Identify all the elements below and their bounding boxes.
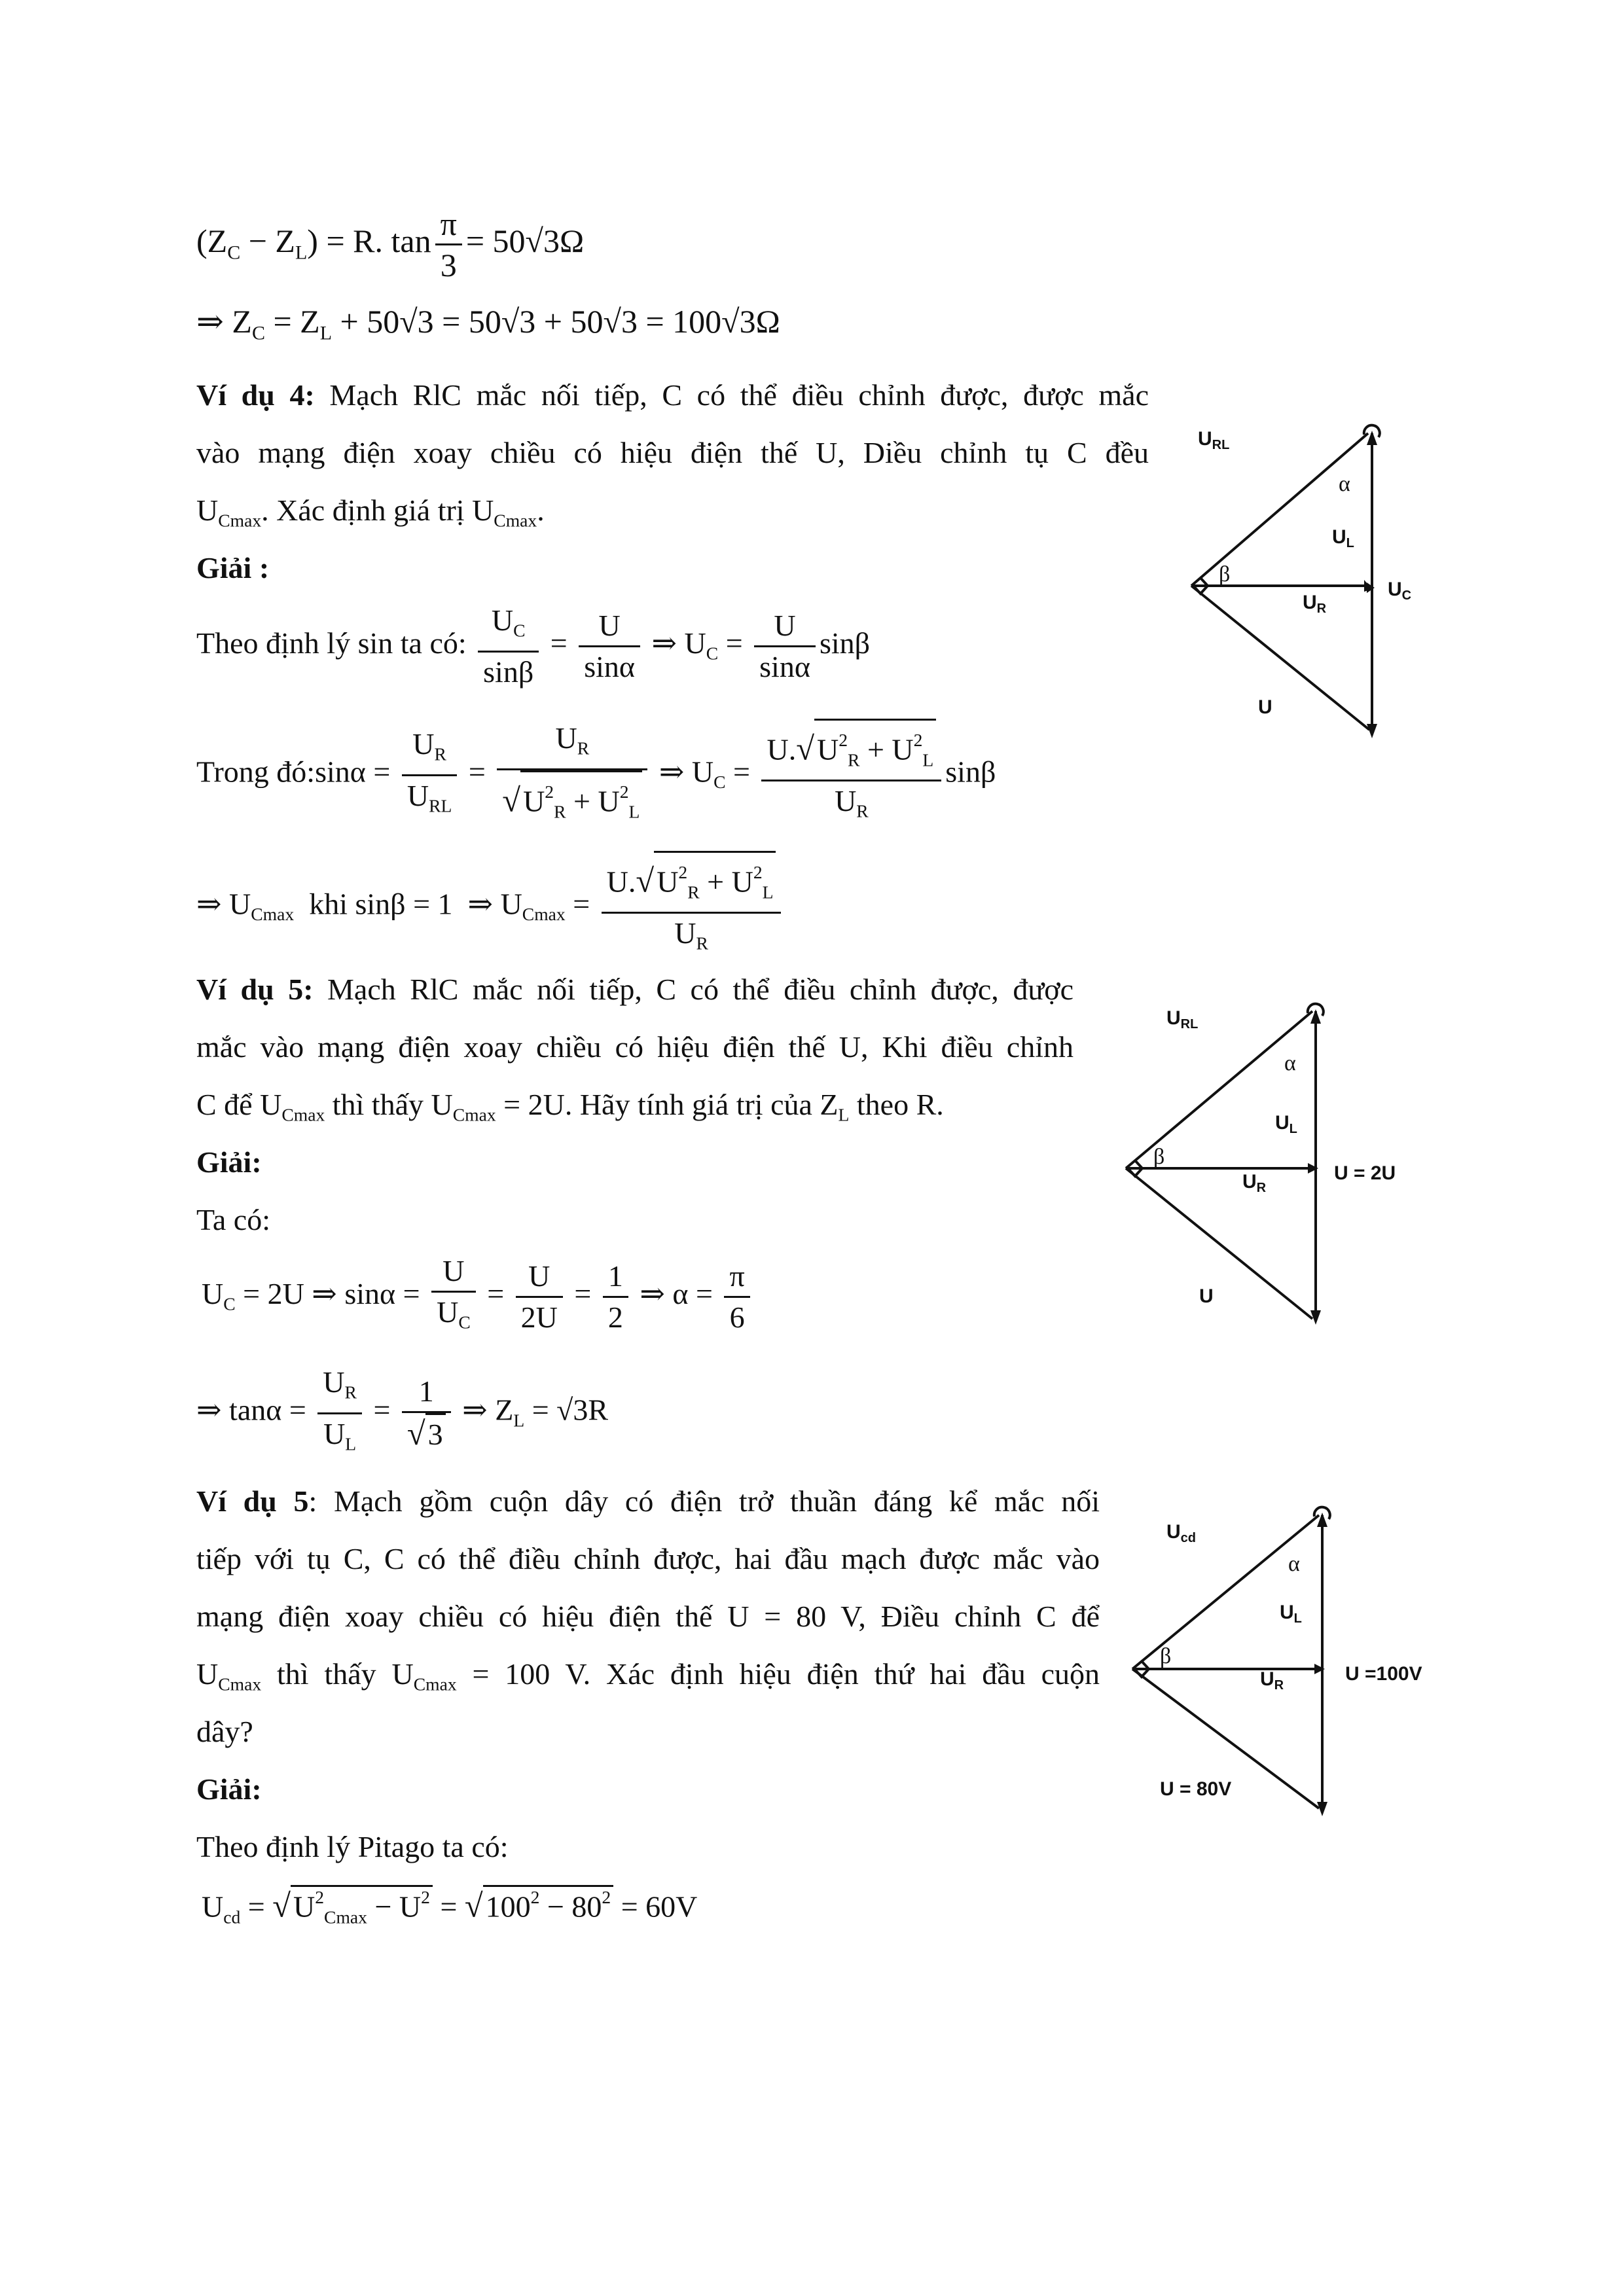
example-5-line-1: Ví dụ 5: Mạch RlC mắc nối tiếp, C có thể điều chỉnh được, được	[196, 973, 1074, 1006]
equation-tan-alpha: ⇒ tanα = $\frac{U_R}{U_L}$ = $\frac{1}{√3}$ ⇒ $Z_L = √3R$	[196, 1363, 608, 1463]
example-6-label: Ví dụ 5	[196, 1484, 309, 1518]
example-4-solution-heading: Giải :	[196, 551, 270, 584]
example-6-line-3: mạng điện xoay chiều có hiệu điện thế U = 80 V, Điều chỉnh C để	[196, 1600, 1100, 1633]
equation-sin-alpha: Trong đó:sinα = $\frac{U_R}{U_{RL}}$ = $\frac{U_R}{√U^2_R + U^2_L}$ ⇒ $U_C$ = $\frac{U.√U^2_R + U^2_L}{U_R}$ sinβ	[196, 719, 996, 831]
example-6-line-2: tiếp với tụ C, C có thể điều chỉnh được, hai đầu mạch được mắc vào	[196, 1542, 1100, 1575]
example-6-line-1: Ví dụ 5: Mạch gồm cuộn dây có điện trở thuần đáng kể mắc nối	[196, 1484, 1100, 1518]
equation-zc-zl: $(Z_C - Z_L) = R$. tan $\frac{\pi}{3}$ = 50√3Ω	[196, 206, 585, 283]
fig3-label-beta: β	[1160, 1644, 1172, 1668]
phasor-diagram-3	[1119, 1502, 1460, 1829]
fig3-label-ul: $U_L$	[1280, 1602, 1302, 1626]
example-5-line-3: C để $U_{Cmax}$ thì thấy $U_{Cmax} = 2U$. Hãy tính giá trị của $Z_L$ theo R.	[196, 1088, 944, 1125]
example-5-solution-heading: Giải:	[196, 1145, 262, 1179]
fig1-label-u: U	[1258, 696, 1272, 718]
example-6-line-4: $U_{Cmax}$ thì thấy $U_{Cmax} = 100$ V. Xác định hiệu điện thứ hai đầu cuộn	[196, 1657, 1100, 1695]
fig1-label-uc: $U_C$	[1388, 579, 1412, 603]
fraction-pi-3: $\frac{\pi}{3}$	[435, 204, 462, 285]
example-4-line-3: $U_{Cmax}$. Xác định giá trị $U_{Cmax}$.	[196, 493, 545, 531]
phasor-diagram-1	[1178, 419, 1440, 759]
example-4-label: Ví dụ 4:	[196, 378, 315, 412]
fig3-label-ucd: $U_{cd}$	[1166, 1521, 1197, 1545]
fig2-label-ul: $U_L$	[1275, 1112, 1297, 1136]
example-6-solution-heading: Giải:	[196, 1772, 262, 1806]
equation-ucd: $U_{cd} = √U^2_{Cmax} - U^2 = √100^2 - 80^2 = 60V$	[202, 1885, 697, 1928]
equation-sin-alpha-ex5: $U_C = 2U$ ⇒ sinα = $\frac{U}{U_C}$ = $\frac{U}{2U}$ = $\frac{1}{2}$ ⇒ α = $\frac{\pi}{6}$	[202, 1251, 754, 1342]
example-5-label: Ví dụ 5:	[196, 973, 314, 1006]
fig2-label-u-right: U = 2U	[1334, 1162, 1396, 1184]
fig1-label-beta: β	[1219, 562, 1231, 586]
fig1-label-alpha: α	[1339, 472, 1350, 496]
example-5-ta-co: Ta có:	[196, 1203, 271, 1236]
phasor-diagram-2	[1113, 1001, 1453, 1342]
fig3-label-u-bottom: U = 80V	[1160, 1778, 1232, 1800]
fig2-label-u: U	[1199, 1285, 1214, 1307]
fig2-label-alpha: α	[1284, 1051, 1296, 1075]
fig3-label-alpha: α	[1288, 1552, 1300, 1576]
example-6-pythagoras-text: Theo định lý Pitago ta có:	[196, 1830, 509, 1863]
fig2-label-ur: $U_R$	[1242, 1171, 1267, 1195]
fig3-label-ur: $U_R$	[1260, 1668, 1284, 1693]
example-6-line-5: dây?	[196, 1715, 253, 1748]
fig1-label-ul: $U_L$	[1332, 526, 1354, 550]
equation-ucmax: ⇒ $U_{Cmax}$ khi sinβ = 1 ⇒ $U_{Cmax}$ = $\frac{U.√U^2_R + U^2_L}{U_R}$	[196, 851, 785, 963]
example-5-line-2: mắc vào mạng điện xoay chiều có hiệu điện thế U, Khi điều chỉnh	[196, 1030, 1074, 1064]
example-4-line-1: Ví dụ 4: Mạch RlC mắc nối tiếp, C có thể điều chỉnh được, được mắc	[196, 378, 1149, 412]
example-4-line-2: vào mạng điện xoay chiều có hiệu điện thế U, Diều chỉnh tụ C đều	[196, 436, 1149, 469]
fig2-label-beta: β	[1153, 1145, 1165, 1169]
fig2-label-url: $U_{RL}$	[1166, 1007, 1199, 1031]
fig3-label-u-right: U =100V	[1345, 1663, 1422, 1685]
fig1-label-ur: $U_R$	[1303, 592, 1327, 616]
equation-sine-rule: Theo định lý sin ta có: $\frac{U_C}{\sin\beta}$ = $\frac{U}{\sin\alpha}$ ⇒ $U_C$ = $\frac{U}{\sin\alpha}$ sinβ	[196, 601, 870, 692]
equation-zc-value: ⇒ $Z_C = Z_L + 50√3 = 50√3 + 50√3 = 100√3\Omega$	[196, 303, 780, 344]
fig1-label-url: $U_{RL}$	[1198, 428, 1230, 452]
